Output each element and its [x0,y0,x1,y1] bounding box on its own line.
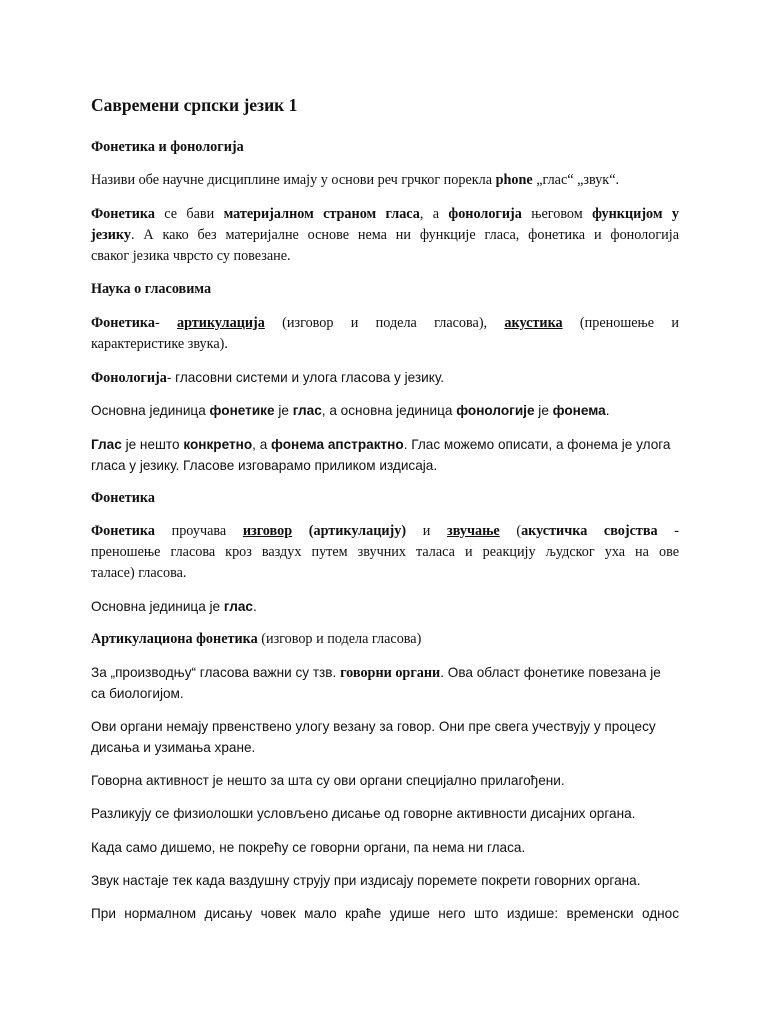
text-run: Основна јединица [91,403,210,418]
bold-term: говорни органи [340,665,441,681]
text-run: је [274,403,293,418]
text-run: Називи обе научне дисциплине имају у основи реч грчког порекла [91,172,496,188]
text-run: његовом [521,206,593,222]
paragraph-definition-line-2 [91,225,679,246]
paragraph-normal-breathing: При нормалном дисању човек мало краће удише него што издише: временски однос [91,906,679,921]
paragraph-phonetics-branches-line-2: карактеристике звука). [91,336,228,352]
bold-term: фонетике [209,403,275,418]
text-run: , а основна јединица [321,403,457,418]
paragraph-breathing-only: Када само дишемо, не покрећу се говорни органи, па нема ни гласа. [91,840,526,855]
paragraph-organs-role-line-2: дисања и узимања хране. [91,740,256,755]
bold-term: (артикулацију) [308,523,407,539]
bold-term: фонема [552,403,606,418]
text-run: . А како без материјалне основе нема ни функције гласа, фонетика и фонологија [130,227,679,243]
text-run: . Глас можемо описати, а фонема је улога [403,437,671,452]
text-run: и [406,523,447,539]
paragraph-phonetics-studies-line-2: преношење гласова кроз ваздух путем звучних таласа и реакцију људског уха на ове [91,544,679,560]
text-run: „глас“ „звук“. [532,172,620,188]
paragraph-speech-organs-line-2: са биологијом. [91,686,184,701]
text-run: . [253,599,257,614]
bold-term: Фонетика [91,206,155,222]
paragraph-sound-origin: Звук настаје тек када ваздушну струју при издисају поремете покрети говорних органа. [91,873,641,888]
document-title: Савремени српски језик 1 [91,95,298,115]
underlined-term: акустика [504,315,563,331]
text-run: (преношење и [562,315,680,331]
bold-term: Фонетика [91,523,155,539]
bold-term: језику [91,227,131,243]
bold-term: функцијом у [592,206,679,222]
underlined-term: звучање [447,523,500,539]
text-run [292,523,309,539]
bold-term: фонологије [456,403,535,418]
bold-term: фонема апстрактно [271,437,404,452]
paragraph-basic-unit-sound [91,596,679,617]
text-run: је нешто [121,437,184,452]
text-run: - гласовни системи и улога гласова у језику. [166,370,445,385]
bold-term: фонологија [448,206,522,222]
paragraph-etymology [91,170,679,191]
bold-term: акустичка својства [521,523,658,539]
paragraph-definition-line-1 [91,204,679,225]
text-run: (изговор и подела гласова), [264,315,505,331]
paragraph-breathing-distinction: Разликују се физиолошки условљено дисање од говорне активности дисајних органа. [91,806,636,821]
bold-term: Артикулациона фонетика [91,631,258,647]
bold-term: Глас [91,437,122,452]
paragraph-phonetics-studies-line-3: таласе) гласова. [91,565,187,581]
paragraph-articulatory-phonetics [91,629,679,650]
text-run: проучава [154,523,243,539]
bold-term: Фонологија [91,370,167,386]
bold-term: глас [223,599,253,614]
underlined-term: артикулација [177,315,265,331]
text-run: (изговор и подела гласова) [257,631,422,647]
text-run: , а [252,437,272,452]
paragraph-phonology [91,367,679,389]
paragraph-organs-role-line-1: Ови органи немају првенствено улогу везану за говор. Они пре свега учествују у процесу [91,719,656,734]
bold-term: конкретно [183,437,253,452]
paragraph-phonetics-studies-line-1 [91,521,679,542]
text-run: се бави [154,206,224,222]
paragraph-speech-activity: Говорна активност је нешто за шта су ови органи специјално прилагођени. [91,773,565,788]
text-run: Основна јединица је [91,599,224,614]
section-heading-phonetics-phonology: Фонетика и фонологија [91,139,244,155]
section-heading-phonetics: Фонетика [91,490,155,506]
section-heading-science-of-sounds: Наука о гласовима [91,281,212,297]
bold-term: материјалном страном гласа [223,206,420,222]
paragraph-sound-vs-phoneme-line-1 [91,434,679,455]
text-run: За „производњу“ гласова важни су тзв. [91,665,341,680]
paragraph-speech-organs-line-1 [91,662,679,684]
bold-term: глас [292,403,322,418]
paragraph-definition-line-3: сваког језика чврсто су повезане. [91,248,291,264]
paragraph-phonetics-branches-line-1 [91,313,679,334]
text-run: - [657,523,680,539]
text-run: - [154,315,177,331]
text-run: , а [419,206,449,222]
paragraph-sound-vs-phoneme-line-2: гласа у језику. Гласове изговарамо приликом издисаја. [91,458,438,473]
text-run: је [534,403,553,418]
text-run: ( [499,523,522,539]
text-run: . [605,403,610,418]
paragraph-basic-units [91,400,679,421]
bold-term: Фонетика [91,315,155,331]
text-run: . Ова област фонетике повезана је [440,665,661,680]
bold-term-phone: phone [495,172,533,188]
underlined-term: изговор [242,523,293,539]
